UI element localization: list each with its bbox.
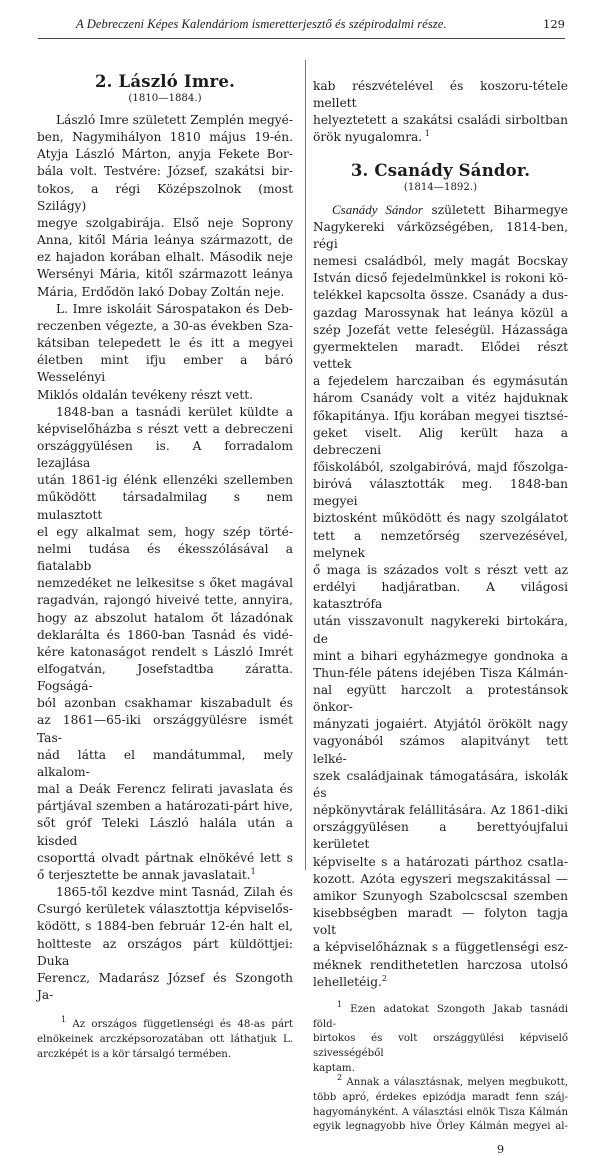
body-line: László Imre született Zemplén megyé-	[56, 113, 293, 127]
body-line: sőt gróf Teleki László halála után a kisded	[37, 816, 293, 848]
body-line: működött társadalmilag s nem mulasztott	[37, 490, 293, 522]
body-line: után 1861-ig élénk ellenzéki szellemben	[37, 473, 293, 488]
page-number: 129	[543, 17, 565, 31]
body-line: Csurgó kerületek választottja képviselős-	[37, 902, 293, 917]
body-line: deklarálta és 1860-ban Tasnád és vidé-	[37, 627, 293, 642]
body-line: ő terjesztette be annak javaslatait.$^1$	[37, 866, 256, 882]
body-line: telékkel kapcsolta össze. Csanády a dus-	[313, 288, 568, 303]
body-line: Anna, kitől Mária leánya származott, de	[37, 233, 293, 248]
person-name-italic: Csanády Sándor	[332, 201, 423, 217]
body-line: István dicső fejedelmünkkel is rokoni kö-	[313, 271, 568, 286]
body-line: főiskolából, szolgabiróvá, majd főszolga-	[313, 459, 568, 474]
footnote-marker: 2	[337, 1073, 343, 1083]
body-line: nemzedéket ne lelkesitse s őket magával	[37, 576, 293, 591]
body-line: mal a Deák Ferencz felirati javaslata és	[37, 782, 293, 797]
body-line: gazdag Marossynak hat leánya közül a	[313, 305, 568, 320]
body-line: kab részvételével és koszoru-tétele mellett	[313, 79, 568, 111]
body-line: Nagykereki várközségében, 1814-ben, régi	[313, 219, 568, 251]
body-line: képviselte s a határozati párthoz csatla-	[313, 854, 568, 869]
footnote-marker: 1	[337, 999, 343, 1009]
body-line: 1865-től kezdve mint Tasnád, Zilah és	[56, 885, 293, 900]
body-line: ragadván, rajongó hiveivé tette, annyira,	[37, 593, 293, 608]
body-line: lehelletéig.$^2$	[313, 973, 387, 989]
body-line: 1848-ban a tasnádi kerület küldte a	[56, 404, 293, 419]
body-line: tokos, a régi Középszolnok (most Szilágy)	[37, 181, 293, 213]
body-line: nelmi tudása és ékesszólásával a fiatalabb	[37, 541, 293, 574]
running-head-title: A Debreczeni Képes Kalendáriom ismeretterjesztő és szépirodalmi része.	[76, 17, 447, 31]
body-line: Csanády Sándor született Biharmegye	[332, 201, 568, 217]
body-line: holtteste az országos párt küldöttjei: Duka	[37, 936, 293, 968]
body-line: L. Imre iskoláit Sárospatakon és Deb-	[56, 301, 293, 316]
body-line: méknek rendithetetlen harczosa utolsó	[313, 957, 568, 972]
footnote-reference: 1	[422, 129, 430, 139]
footnote-line: $^2$ Annak a választásnak, melyen megbukott,	[337, 1073, 568, 1089]
right-continuation-text	[313, 78, 568, 147]
body-line: ő maga is százados volt s részt vett az	[313, 562, 568, 577]
body-line: népkönyvtárak felállitására. Az 1861-diki	[313, 803, 568, 818]
body-line: Thun-féle pátens idejében Tisza Kálmán-	[313, 665, 568, 680]
left-column	[37, 58, 293, 1062]
left-footnotes	[37, 1015, 293, 1062]
body-line: nád látta el mandátummal, mely alkalom-	[37, 747, 293, 779]
body-line: a képviselőháznak s a függetlenségi esz-	[313, 940, 568, 955]
body-line: hogy az abszolut hatalom őt lázadónak	[37, 610, 293, 625]
footnote-line: kaptam.	[313, 1062, 355, 1074]
body-line: biztosként működött és nagy szolgálatot	[313, 511, 568, 526]
body-line: képviselőházba s részt vett a debreczeni	[37, 421, 293, 436]
body-line: erdélyi hadjáratban. A világosi katasztrófa	[313, 580, 568, 612]
body-line: pártjával szemben a határozati-párt hive,	[37, 799, 293, 814]
body-line: biróvá választották meg. 1848-ban megyei	[313, 477, 568, 509]
body-line: vagyonából számos alapitványt tett lelké-	[313, 734, 568, 766]
body-line: helyeztetett a szakátsi családi sirboltban	[313, 113, 568, 128]
running-head	[38, 17, 565, 37]
signature-mark: 9	[496, 1142, 505, 1156]
body-line: kisebbségben maradt — folyton tagja volt	[313, 906, 568, 938]
body-line: mányzati jogaiért. Atyjától örökölt nagy	[313, 717, 568, 732]
body-line: szép Jozefát vette feleségül. Házassága	[313, 322, 568, 337]
footnote-line: birtokos és volt országgyülési képviselő szivességéből	[313, 1033, 568, 1059]
body-line: Miklós oldalán tevékeny részt vett.	[37, 387, 253, 402]
body-line: tett a nemzetőrség szervezésével, melynek	[313, 528, 568, 560]
right-body-text	[313, 201, 568, 991]
body-line: főkapitánya. Ifju korában megyei tisztsé-	[313, 408, 568, 423]
body-line: nemesi családból, mely magát Bocskay	[313, 254, 568, 269]
body-line: amikor Szunyogh Szabolcscsal szemben	[313, 888, 568, 903]
column-divider	[305, 60, 306, 870]
body-line: szek családjainak támogatására, iskolák és	[313, 768, 568, 800]
footnote-line: elnökeinek arczképsorozatában ott láthatjuk L.	[37, 1033, 293, 1045]
footnote-reference: 1	[250, 866, 256, 876]
footnote-line: $^1$ Ezen adatokat Szongoth Jakab tasnádi föld-	[313, 999, 568, 1030]
right-column	[313, 58, 568, 1156]
body-line: ködött, s 1884-ben február 12-én halt el,	[37, 919, 293, 934]
body-line: kozott. Azóta egyszeri megszakitással —	[313, 871, 568, 886]
body-line: Atyja László Márton, anyja Fekete Bor-	[37, 147, 293, 162]
body-line: reczenben végezte, a 30-as években Sza-	[37, 318, 293, 333]
body-line: Ferencz, Madarász József és Szongoth Ja-	[37, 970, 293, 1002]
section-title-laszlo-imre: 2. László Imre.	[94, 72, 236, 91]
footnote-line: több apró, érdekes epizódja maradt fenn száj-	[313, 1092, 568, 1104]
body-line: ból azonban csakhamar kiszabadult és	[37, 696, 293, 711]
body-line: ez hajadon korában elhalt. Második neje	[37, 250, 293, 265]
body-line: Wersényi Mária, kitől származott leánya	[37, 267, 293, 282]
body-line: országgyülésen a berettyóujfalui kerületet	[313, 820, 568, 852]
body-line: mint a bihari egyházmegye gondnoka a	[313, 648, 568, 663]
body-line: Mária, Erdődön lakó Dobay Zoltán neje.	[37, 284, 285, 299]
section-dates-laszlo-imre: (1810—1884.)	[128, 93, 202, 104]
body-line: országgyülésen is. A forradalom lezajlása	[37, 438, 293, 471]
footnote-line: $^1$ Az országos függetlenségi és 48-as párt	[61, 1015, 293, 1031]
body-line: örök nyugalomra. $^1$	[313, 129, 430, 145]
body-line: kére katonaságot rendelt s László Imrét	[37, 644, 293, 659]
body-line: ben, Nagymihályon 1810 május 19-én.	[37, 130, 293, 145]
body-line: nal együtt harczolt a protestánsok önkor-	[313, 683, 568, 715]
footnote-reference: 2	[381, 973, 387, 983]
body-line: bála volt. Testvére: József, szakátsi bir-	[37, 164, 293, 179]
body-line: geket viselt. Alig került haza a debreczeni	[313, 425, 568, 457]
body-line: gyermektelen maradt. Elődei részt vettek	[313, 339, 568, 372]
body-line: elfogatván, Josefstadtba záratta. Fogságá-	[37, 662, 293, 694]
header-rule	[38, 38, 565, 39]
footnote-line: arczképét is a kör társalgó termében.	[37, 1048, 232, 1060]
section-dates-csanady-sandor: (1814—1892.)	[403, 181, 478, 193]
body-line: a fejedelem harczaiban és egymásután	[313, 374, 568, 389]
footnote-line: hagyományként. A választási elnök Tisza Kálmán	[313, 1106, 568, 1118]
body-line: három Csanády volt a vitéz hajduknak	[313, 391, 568, 406]
body-line: el egy alkalmat sem, hogy szép törté-	[37, 524, 293, 539]
body-line: csoporttá olvadt pártnak elnökévé lett s	[37, 850, 293, 865]
body-line: az 1861—65-iki országgyülésre ismét Tas-	[37, 713, 293, 745]
body-line: kátsiban telepedett le és itt a megyei	[37, 336, 293, 351]
footnote-marker: 1	[61, 1015, 67, 1025]
left-body-text	[37, 112, 293, 1004]
body-line: után visszavonult nagykereki birtokára, de	[313, 614, 568, 646]
section-title-csanady-sandor: 3. Csanády Sándor.	[350, 160, 531, 180]
footnote-line: egyik legnagyobb hive Örley Kálmán megyei al-	[313, 1121, 568, 1133]
right-footnotes	[313, 999, 568, 1135]
body-line: életben mint ifju ember a báró Wesselényi	[37, 353, 293, 385]
body-line: megye szolgabirája. Első neje Soprony	[37, 215, 293, 230]
